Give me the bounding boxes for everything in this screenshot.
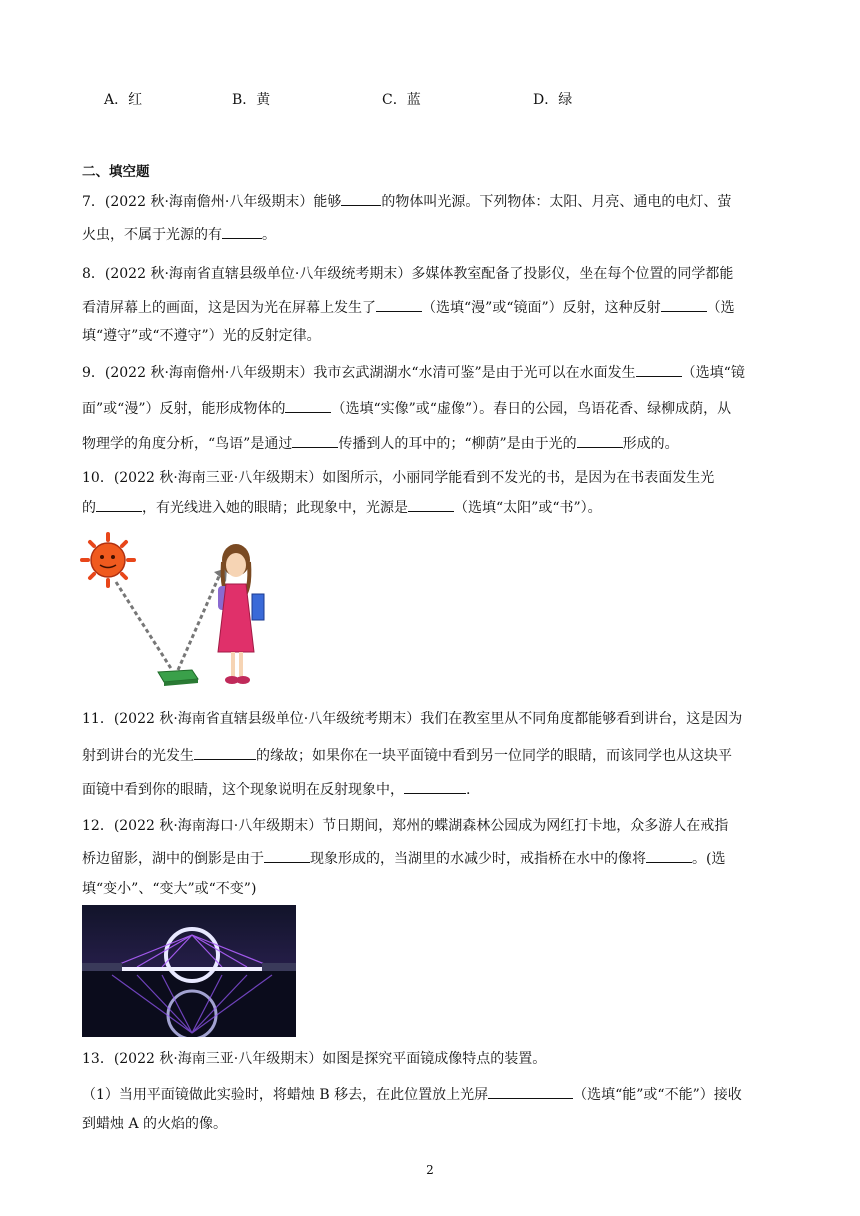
question-12-line-1: 12．(2022 秋·海南海口·八年级期末）节日期间，郑州的蝶湖森林公园成为网红打卡地，众多游人在戒指 — [82, 818, 729, 834]
question-13-line-1: 13．(2022 秋·海南三亚·八年级期末）如图是探究平面镜成像特点的装置。 — [82, 1051, 547, 1067]
answer-blank[interactable] — [404, 779, 466, 794]
question-7-line-2: 火虫，不属于光源的有 。 — [82, 224, 276, 245]
answer-blank[interactable] — [222, 224, 262, 239]
question-10-line-1: 10．(2022 秋·海南三亚·八年级期末）如图所示，小丽同学能看到不发光的书，是因为在书表面发生光 — [82, 470, 715, 486]
sun-book-girl-figure — [80, 532, 280, 694]
girl-figure — [218, 544, 264, 684]
question-13-line-2: （1）当用平面镜做此实验时，将蜡烛 B 移去，在此位置放上光屏 （选填“能”或“不能”）接收 — [82, 1084, 742, 1105]
question-9-line-3: 物理学的角度分析，“鸟语”是通过 传播到人的耳中的；“柳荫”是由于光的 形成的。 — [82, 433, 679, 454]
answer-blank[interactable] — [376, 297, 422, 312]
question-8-line-1: 8．(2022 秋·海南省直辖县级单位·八年级统考期末）多媒体教室配备了投影仪，坐在每个位置的同学都能 — [82, 266, 734, 282]
question-11-line-3: 面镜中看到你的眼睛，这个现象说明在反射现象中， . — [82, 779, 470, 800]
answer-blank[interactable] — [292, 433, 338, 448]
answer-blank[interactable] — [488, 1084, 573, 1099]
question-13-line-3: 到蜡烛 A 的火焰的像。 — [82, 1116, 228, 1132]
answer-blank[interactable] — [96, 497, 142, 512]
option-b: B．黄 — [232, 92, 271, 108]
option-c: C．蓝 — [382, 92, 421, 108]
answer-blank[interactable] — [646, 848, 692, 863]
question-11-line-1: 11．(2022 秋·海南省直辖县级单位·八年级统考期末）我们在教室里从不同角度都能够看到讲台，这是因为 — [82, 711, 743, 727]
question-12-line-3: 填“变小”、“变大”或“不变”) — [82, 881, 257, 897]
answer-blank[interactable] — [264, 848, 310, 863]
ring-bridge-night-photo — [82, 905, 296, 1037]
question-7-line-1: 7．(2022 秋·海南儋州·八年级期末）能够 的物体叫光源。下列物体：太阳、月亮、通电的电灯、萤 — [82, 191, 731, 212]
page-number: 2 — [426, 1163, 434, 1177]
question-8-line-2: 看清屏幕上的画面，这是因为光在屏幕上发生了 （选填“漫”或“镜面”）反射，这种反射 （选 — [82, 297, 735, 318]
sun-icon — [82, 534, 134, 586]
arrow-head-icon — [214, 568, 227, 582]
option-d: D．绿 — [533, 92, 573, 108]
question-9-line-2: 面”或“漫”）反射，能形成物体的 （选填“实像”或“虚像”）。春日的公园，鸟语花香、绿柳成荫，从 — [82, 398, 731, 419]
incident-ray — [116, 582, 172, 670]
answer-blank[interactable] — [577, 433, 623, 448]
book-icon — [158, 670, 198, 686]
choice-options-row — [0, 89, 860, 109]
question-8-line-3: 填“遵守”或“不遵守”）光的反射定律。 — [82, 328, 321, 344]
answer-blank[interactable] — [285, 398, 331, 413]
reflected-ray — [178, 574, 220, 670]
option-a: A．红 — [104, 92, 143, 108]
section-title: 二、填空题 — [82, 164, 150, 180]
question-11-line-2: 射到讲台的光发生 的缘故；如果你在一块平面镜中看到另一位同学的眼睛，而该同学也从这块平 — [82, 745, 732, 766]
question-12-line-2: 桥边留影，湖中的倒影是由于 现象形成的，当湖里的水减少时，戒指桥在水中的像将 。(选 — [82, 848, 725, 869]
answer-blank[interactable] — [661, 297, 707, 312]
question-9-line-1: 9．(2022 秋·海南儋州·八年级期末）我市玄武湖湖水“水清可鉴”是由于光可以在水面发生 （选填“镜 — [82, 362, 745, 383]
question-10-line-2: 的 ，有光线进入她的眼睛；此现象中，光源是 （选填“太阳”或“书”）。 — [82, 497, 602, 518]
answer-blank[interactable] — [408, 497, 454, 512]
answer-blank[interactable] — [194, 745, 256, 760]
answer-blank[interactable] — [636, 362, 682, 377]
answer-blank[interactable] — [341, 191, 381, 206]
